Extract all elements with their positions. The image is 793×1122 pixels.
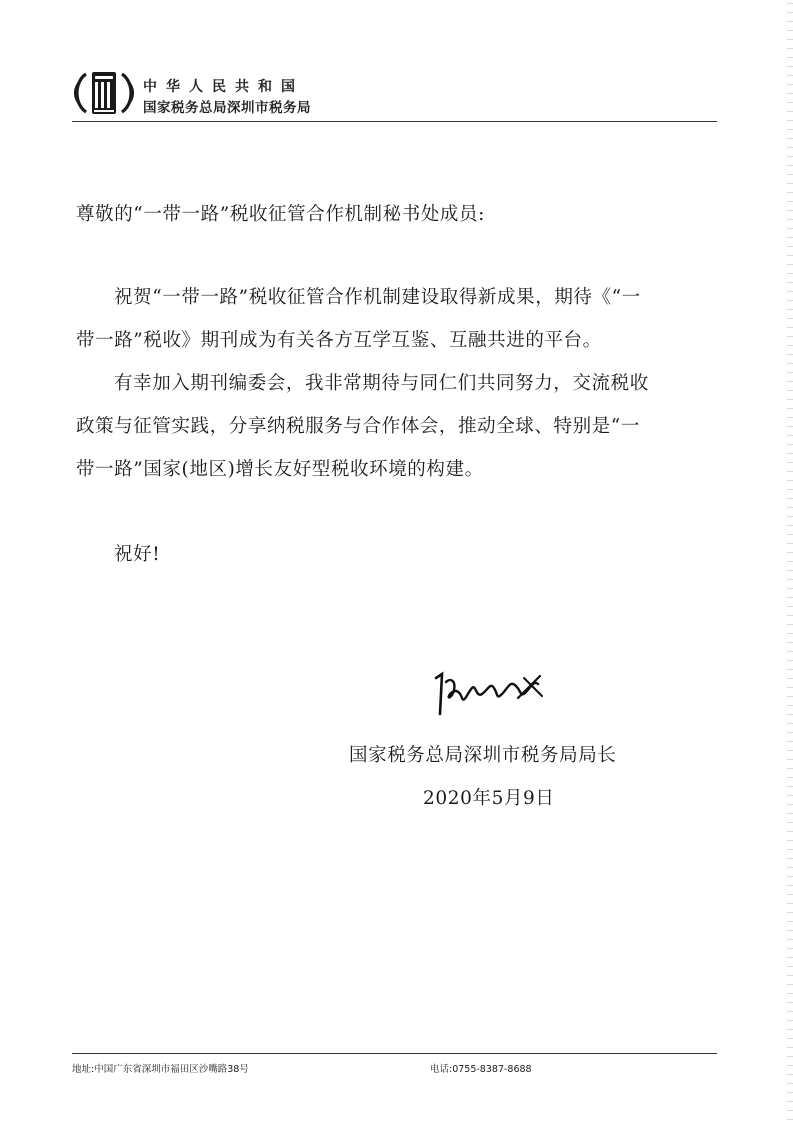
closing: 祝好! — [114, 544, 161, 565]
header-rule — [72, 121, 717, 122]
header-country: 中华人民共和国 — [143, 79, 304, 95]
header-bureau: 国家税务总局深圳市税务局 — [143, 100, 311, 116]
paragraph-2-line-1: 有幸加入期刊编委会，我非常期待与同仁们共同努力，交流税收 — [114, 373, 649, 394]
paragraph-2-line-2: 政策与征管实践，分享纳税服务与合作体会，推动全球、特别是“一 — [76, 416, 640, 437]
letter-date: 2020年5月9日 — [423, 788, 555, 809]
paragraph-2-line-3: 带一路”国家(地区)增长友好型税收环境的构建。 — [76, 459, 484, 480]
salutation: 尊敬的“一带一路”税收征管合作机制秘书处成员: — [76, 204, 485, 225]
tax-emblem-icon — [72, 66, 136, 120]
scan-edge — [787, 0, 793, 1122]
signer-title: 国家税务总局深圳市税务局局长 — [349, 745, 617, 766]
footer-phone: 电话:0755-8387-8688 — [430, 1064, 532, 1075]
paragraph-1-line-1: 祝贺“一带一路”税收征管合作机制建设取得新成果，期待《“一 — [114, 287, 641, 308]
footer-address: 地址:中国广东省深圳市福田区沙嘴路38号 — [72, 1064, 249, 1075]
footer-rule — [72, 1053, 717, 1054]
handwritten-signature — [430, 668, 550, 724]
paragraph-1-line-2: 带一路”税收》期刊成为有关各方互学互鉴、互融共进的平台。 — [76, 330, 602, 351]
